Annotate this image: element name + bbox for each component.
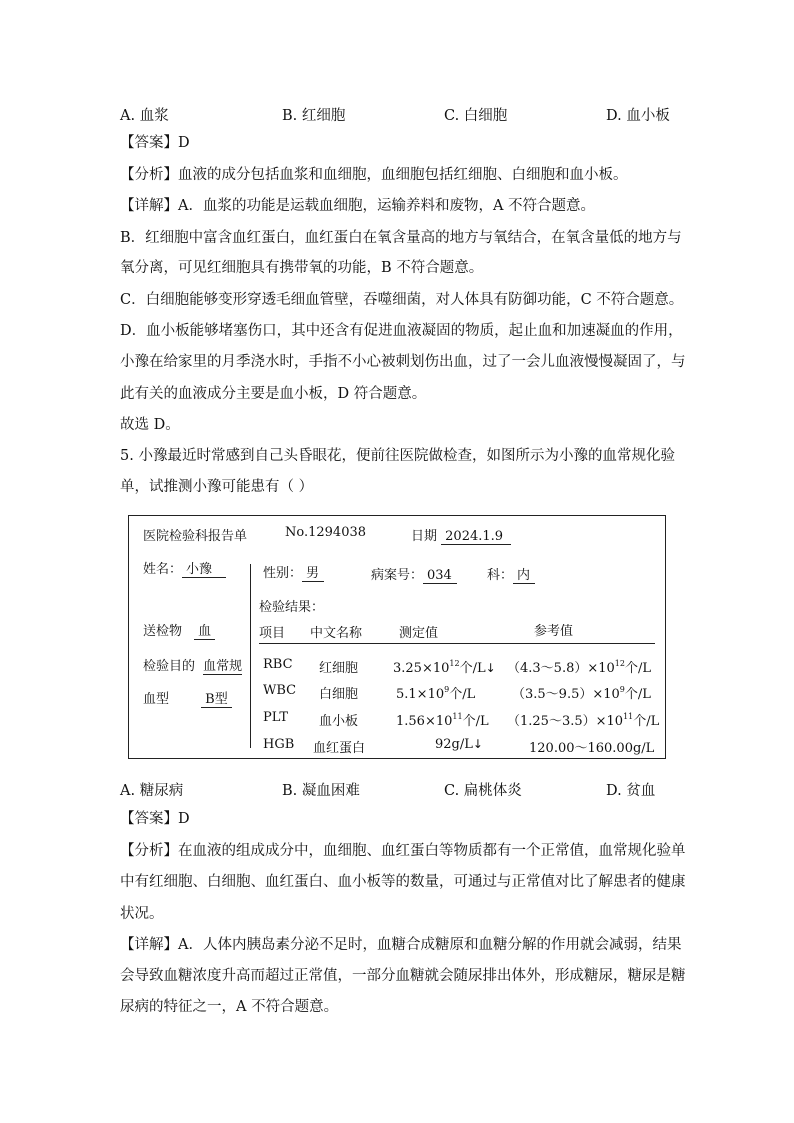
case-field	[371, 564, 457, 584]
dept-field	[487, 564, 535, 584]
value-base: 5.1×10	[396, 687, 445, 702]
q5-detail-line: 【详解】A．人体内胰岛素分泌不足时，血糖合成糖原和血糖分解的作用就会减弱，结果	[120, 937, 682, 953]
sample-value: 血	[194, 620, 215, 640]
gender-field	[263, 562, 324, 582]
report-title: 医院检验科报告单	[143, 529, 248, 544]
reference-exponent: 11	[623, 712, 634, 721]
value-unit: 个/L	[462, 714, 489, 729]
purpose-value: 血常规	[203, 655, 242, 675]
row-reference	[512, 683, 651, 702]
name-value: 小豫	[182, 558, 226, 578]
reference-exponent: 12	[614, 659, 625, 668]
report-number: No.1294038	[285, 525, 367, 540]
q4-detail-line: C．白细胞能够变形穿透毛细血管壁，吞噬细菌，对人体具有防御功能，C 不符合题意。	[120, 292, 684, 308]
dept-value: 内	[513, 564, 535, 584]
sample-field	[143, 620, 215, 640]
purpose-label: 检验目的	[143, 659, 196, 674]
row-name: 血小板	[319, 714, 359, 729]
gender-value: 男	[302, 562, 324, 582]
row-value	[393, 657, 496, 676]
q4-detail-line: 小豫在给家里的月季浇水时，手指不小心被刺划伤出血，过了一会儿血液慢慢凝固了，与	[120, 354, 686, 370]
case-label: 病案号：	[371, 568, 424, 583]
q5-option-a: A. 糖尿病	[120, 783, 184, 799]
q5-detail-line: 会导致血糖浓度升高而超过正常值，一部分血糖就会随尿排出体外，形成糖尿，糖尿是糖	[120, 968, 686, 984]
blood-type-label: 血型	[143, 692, 170, 707]
row-code: HGB	[263, 737, 295, 752]
q5-option-b: B. 凝血困难	[282, 783, 360, 799]
down-arrow-icon: ↓	[485, 661, 496, 675]
row-reference	[507, 657, 651, 676]
row-code: RBC	[263, 657, 293, 672]
q4-analysis: 【分析】血液的成分包括血浆和血细胞，血细胞包括红细胞、白细胞和血小板。	[120, 167, 628, 183]
q5-answer: 【答案】D	[120, 811, 190, 827]
value-base: 1.56×10	[396, 714, 453, 729]
q5-analysis-line: 中有红细胞、白细胞、血红蛋白、血小板等的数量，可通过与正常值对比了解患者的健康	[120, 874, 686, 890]
reference-unit: 个/L	[624, 661, 651, 676]
row-value	[435, 737, 483, 752]
down-arrow-icon: ↓	[472, 737, 483, 751]
row-name: 白细胞	[319, 687, 359, 702]
q4-detail-line: 此有关的血液成分主要是血小板，D 符合题意。	[120, 386, 427, 402]
case-value: 034	[423, 568, 457, 584]
row-value	[396, 710, 489, 729]
q4-option-a: A. 血浆	[120, 108, 169, 124]
q4-conclusion: 故选 D。	[120, 417, 180, 433]
reference-base: （1.25～3.5）×10	[507, 714, 624, 729]
purpose-field	[143, 655, 242, 675]
q5-detail-line: 尿病的特征之一，A 不符合题意。	[120, 999, 339, 1015]
blood-type-value: B型	[201, 688, 232, 708]
dept-label: 科：	[487, 568, 514, 583]
report-divider-vertical	[250, 564, 251, 748]
header-item: 项目	[259, 626, 286, 641]
row-code: PLT	[263, 710, 288, 725]
reference-unit: 个/L	[624, 687, 651, 702]
q4-detail-line: D．血小板能够堵塞伤口，其中还含有促进血液凝固的物质，起止血和加速凝血的作用，	[120, 323, 683, 339]
header-measured-value: 测定值	[399, 626, 439, 641]
header-reference-value: 参考值	[534, 624, 574, 639]
value-base: 92g/L	[435, 737, 473, 752]
blood-type-field	[143, 688, 232, 708]
reference-unit: 个/L	[633, 714, 660, 729]
header-chinese-name: 中文名称	[310, 626, 363, 641]
reference-exponent: 9	[619, 685, 625, 694]
value-exponent: 9	[444, 685, 450, 694]
row-name: 红细胞	[319, 661, 359, 676]
q5-analysis-line: 状况。	[120, 906, 164, 922]
report-header-rule	[259, 643, 655, 644]
date-label: 日期	[411, 529, 438, 544]
reference-base: （3.5～9.5）×10	[512, 687, 620, 702]
q5-option-c: C. 扁桃体炎	[444, 783, 522, 799]
report-date	[411, 525, 511, 545]
q4-detail-line: 氧分离，可见红细胞具有携带氧的功能，B 不符合题意。	[120, 260, 484, 276]
row-name: 血红蛋白	[313, 741, 366, 756]
q5-stem-line: 单，试推测小豫可能患有（ ）	[120, 479, 314, 495]
row-reference	[507, 710, 659, 729]
sample-label: 送检物	[143, 624, 183, 639]
value-exponent: 12	[449, 659, 460, 668]
q5-option-d: D. 贫血	[606, 783, 656, 799]
row-code: WBC	[263, 683, 297, 698]
q5-stem-line: 5. 小豫最近时常感到自己头昏眼花，便前往医院做检查，如图所示为小豫的血常规化验	[120, 448, 675, 464]
q4-option-d: D. 血小板	[606, 108, 670, 124]
row-reference: 120.00～160.00g/L	[529, 741, 655, 756]
name-label: 姓名：	[143, 562, 183, 577]
q4-answer: 【答案】D	[120, 135, 190, 151]
results-label: 检验结果：	[259, 600, 325, 615]
value-base: 3.25×10	[393, 661, 450, 676]
q5-analysis-line: 【分析】在血液的组成成分中，血细胞、血红蛋白等物质都有一个正常值，血常规化验单	[120, 843, 686, 859]
reference-base: （4.3～5.8）×10	[507, 661, 615, 676]
date-value: 2024.1.9	[441, 529, 511, 545]
value-exponent: 11	[452, 712, 463, 721]
q4-detail-line: B．红细胞中富含血红蛋白，血红蛋白在氧含量高的地方与氧结合，在氧含量低的地方与	[120, 230, 682, 246]
q4-option-b: B. 红细胞	[282, 108, 346, 124]
gender-label: 性别：	[263, 566, 303, 581]
value-unit: 个/L	[449, 687, 476, 702]
name-field	[143, 558, 226, 578]
row-value	[396, 683, 475, 702]
q4-detail-line: 【详解】A．血浆的功能是运载血细胞，运输养料和废物，A 不符合题意。	[120, 198, 596, 214]
lab-report	[128, 515, 666, 759]
q4-option-c: C. 白细胞	[444, 108, 508, 124]
value-unit: 个/L	[459, 661, 486, 676]
